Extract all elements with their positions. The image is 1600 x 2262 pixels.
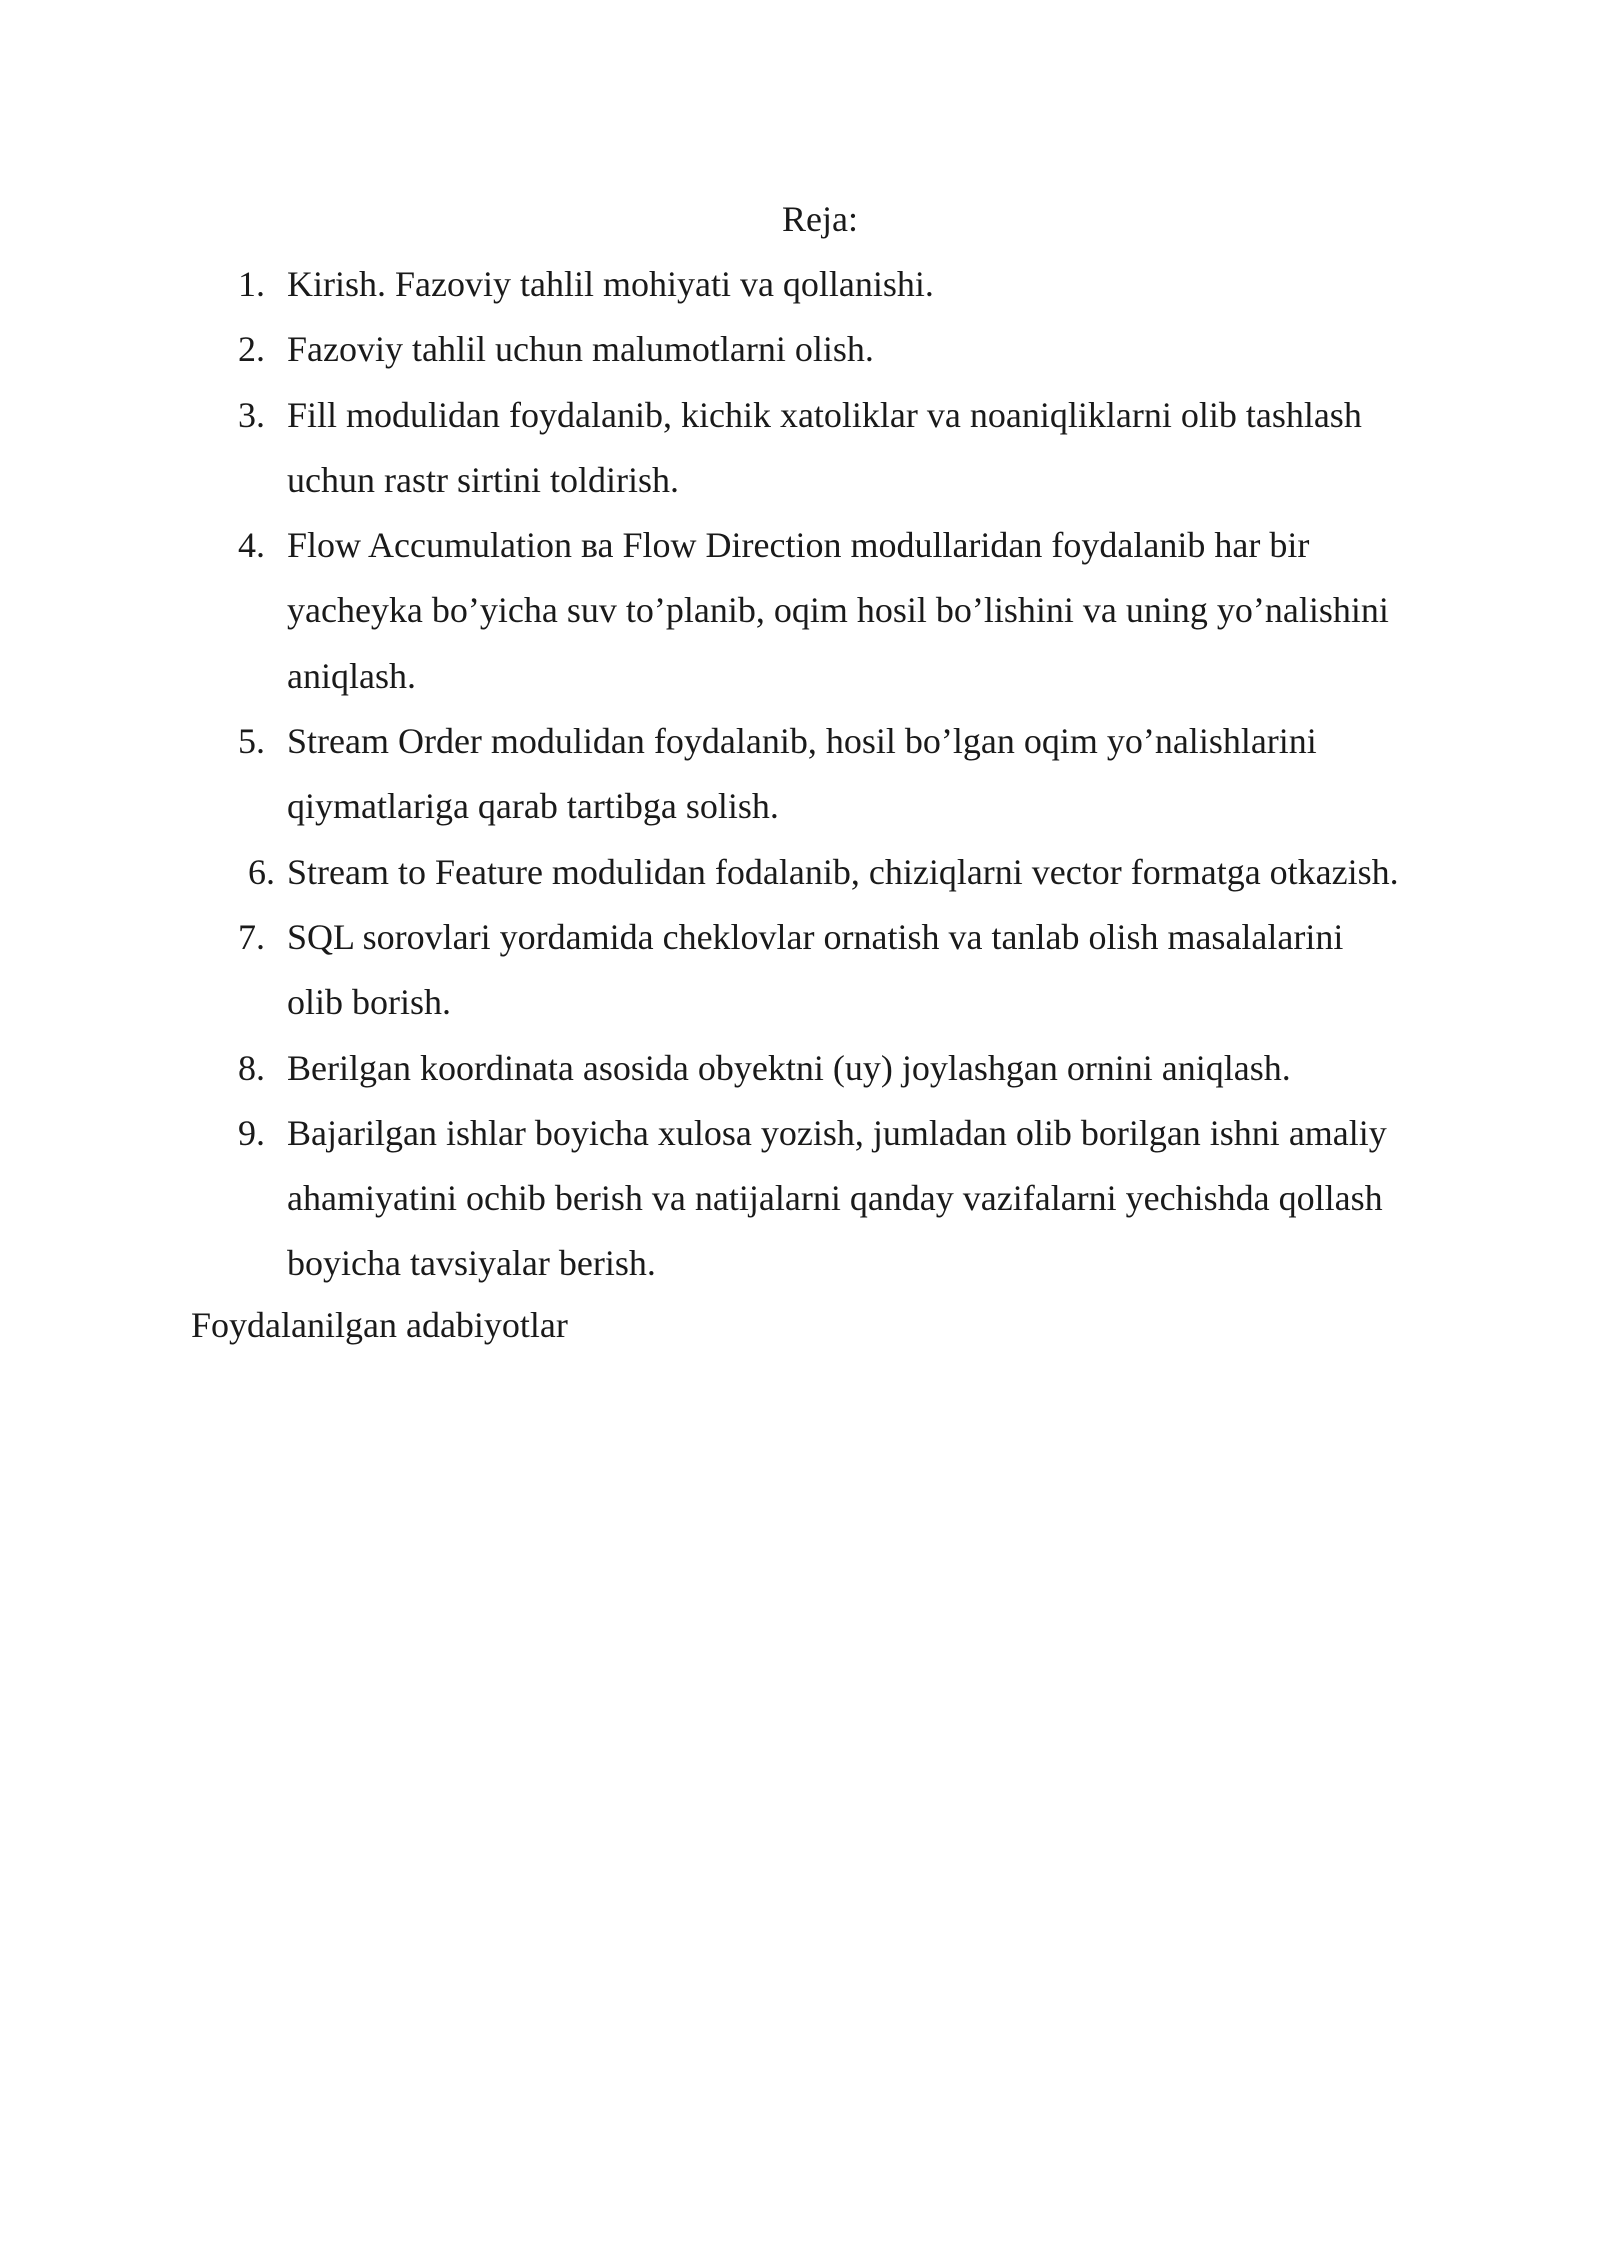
list-item-number: 3. xyxy=(238,394,265,435)
list-item-line: ahamiyatini ochib berish va natijalarni qanday vazifalarni yechishda qollash xyxy=(287,1178,1383,1219)
list-item-text xyxy=(287,709,1477,840)
list-item xyxy=(0,513,1600,709)
list-item-number: 7. xyxy=(238,916,265,957)
list-item-text xyxy=(287,905,1477,1036)
list-item-line: SQL sorovlari yordamida cheklovlar ornatish va tanlab olish masalalarini xyxy=(287,916,1344,957)
list-item xyxy=(0,709,1600,840)
list-item-text xyxy=(287,840,1477,905)
list-item-text xyxy=(287,1036,1477,1101)
list-item-line: aniqlash. xyxy=(287,655,416,696)
list-item-line: Bajarilgan ishlar boyicha xulosa yozish, jumladan olib borilgan ishni amaliy xyxy=(287,1112,1387,1153)
list-item-line: Flow Accumulation ва Flow Direction modullaridan foydalanib har bir xyxy=(287,525,1310,566)
list-item xyxy=(0,905,1600,1036)
references-heading: Foydalanilgan adabiyotlar xyxy=(191,1305,568,1345)
list-item-line: Stream to Feature modulidan fodalanib, chiziqlarni vector formatga otkazish. xyxy=(287,851,1399,892)
list-item-text xyxy=(287,252,1477,317)
list-item-line: boyicha tavsiyalar berish. xyxy=(287,1243,656,1284)
list-item-number: 2. xyxy=(238,329,265,370)
list-item-number: 1. xyxy=(238,264,265,304)
list-item-line: uchun rastr sirtini toldirish. xyxy=(287,459,679,500)
list-item-text xyxy=(287,383,1477,514)
list-item-text xyxy=(287,317,1477,382)
list-item-line: yacheyka bo’yicha suv to’planib, oqim hosil bo’lishini va uning yo’nalishini xyxy=(287,590,1389,631)
list-item xyxy=(0,317,1600,382)
plan-list xyxy=(0,252,1600,1297)
list-item-number: 6. xyxy=(248,851,275,892)
list-item-number: 5. xyxy=(238,721,265,762)
page-title: Reja: xyxy=(782,199,858,239)
list-item xyxy=(0,1036,1600,1101)
list-item-text xyxy=(287,1101,1477,1297)
list-item-line: Stream Order modulidan foydalanib, hosil bo’lgan oqim yo’nalishlarini xyxy=(287,721,1317,762)
list-item-line: Fill modulidan foydalanib, kichik xatoliklar va noaniqliklarni olib tashlash xyxy=(287,394,1362,435)
list-item xyxy=(0,1101,1600,1297)
list-item xyxy=(0,252,1600,317)
list-item-number: 4. xyxy=(238,525,265,566)
list-item-line: Fazoviy tahlil uchun malumotlarni olish. xyxy=(287,329,874,370)
list-item-number: 9. xyxy=(238,1112,265,1153)
list-item-line: Berilgan koordinata asosida obyektni (uy) joylashgan ornini aniqlash. xyxy=(287,1047,1291,1088)
list-item-line: Kirish. Fazoviy tahlil mohiyati va qollanishi. xyxy=(287,264,934,304)
list-item-line: qiymatlariga qarab tartibga solish. xyxy=(287,786,779,827)
list-item xyxy=(0,840,1600,905)
list-item-line: olib borish. xyxy=(287,982,452,1023)
list-item-text xyxy=(287,513,1477,709)
list-item xyxy=(0,383,1600,514)
list-item-number: 8. xyxy=(238,1047,265,1088)
